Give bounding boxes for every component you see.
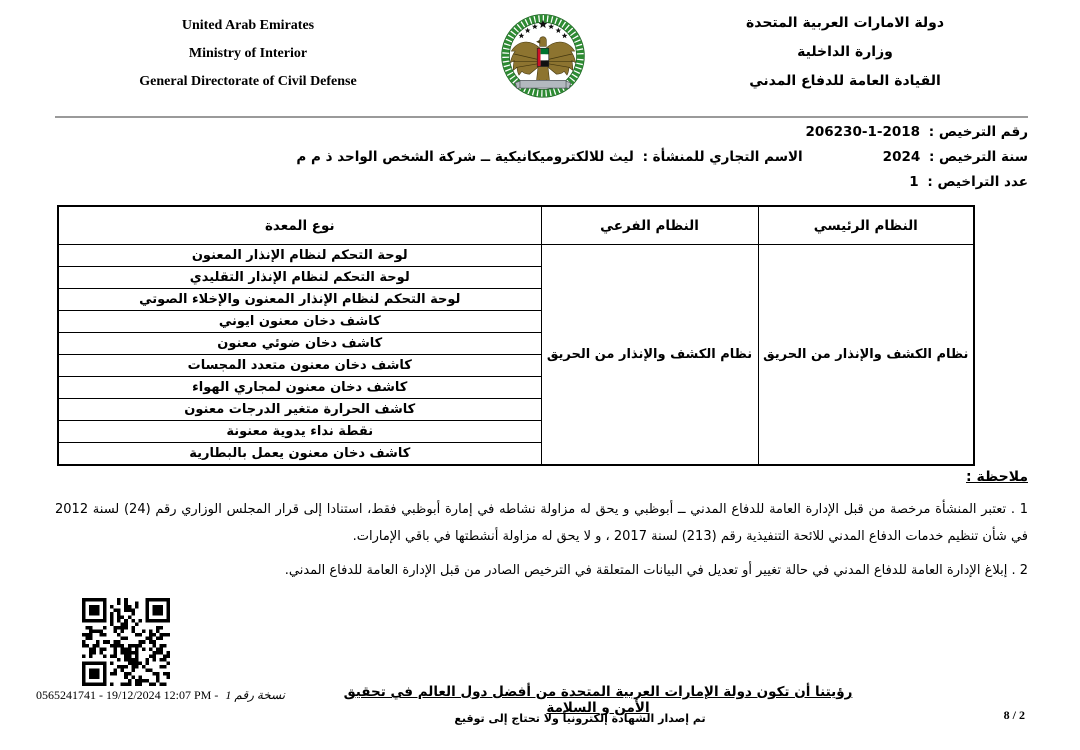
header-divider xyxy=(55,116,1028,118)
header-arabic-line: وزارة الداخلية xyxy=(797,44,893,60)
table-row xyxy=(58,245,974,267)
equipment-cell: كاشف دخان معنون لمجاري الهواء xyxy=(58,377,541,399)
note-item-1: 1 . تعتبر المنشأة مرخصة من قبل الإدارة العامة للدفاع المدني ــ أبوظبي و يحق له مزاولة نشاطه في إمارة أبوظبي فقط، استنادا إلى قرار المجلس الوزاري رقم (24) لسنة 2012 في شأن تنظيم خدمات الدفاع المدني للائحة التنفيذية رقم (213) لسنة 2017 ، و لا يحق له مزاولة أنشطتها في باقي الإمارات. xyxy=(55,502,1028,544)
license-info xyxy=(55,120,1028,195)
equipment-cell: كاشف دخان معنون متعدد المجسات xyxy=(58,355,541,377)
equipment-cell: لوحة التحكم لنظام الإنذار التقليدي xyxy=(58,267,541,289)
license-number-label: رقم الترخيص : xyxy=(928,124,1028,140)
header-equipment-type: نوع المعدة xyxy=(58,206,541,245)
header-english-line: United Arab Emirates xyxy=(181,18,315,33)
equipment-cell: لوحة التحكم لنظام الإنذار المعنون xyxy=(58,245,541,267)
header-arabic-line: دولة الامارات العربية المتحدة xyxy=(745,15,945,31)
qr-code-icon xyxy=(82,598,170,686)
header-main-system: النظام الرئيسي xyxy=(758,206,974,245)
note-item-2: 2 . إبلاغ الإدارة العامة للدفاع المدني في حالة تغيير أو تعديل في البيانات المتعلقة في الترخيص الصادر من قبل الإدارة العامة للدفاع المدني. xyxy=(284,563,1028,578)
electronic-issue-note: تم إصدار الشهادة إلكترونياً ولا تحتاج إلى توقيع xyxy=(454,712,706,725)
equipment-cell: كاشف الحرارة متغير الدرجات معنون xyxy=(58,399,541,421)
header-arabic xyxy=(705,9,985,96)
notes-title: ملاحظة : xyxy=(966,469,1028,485)
license-year xyxy=(879,145,1028,170)
license-year-label: سنة الترخيص : xyxy=(928,149,1028,165)
header-arabic-line: القيادة العامة للدفاع المدني xyxy=(749,73,941,89)
equipment-cell: كاشف دخان ضوئي معنون xyxy=(58,333,541,355)
header-english-line: General Directorate of Civil Defense xyxy=(139,74,357,89)
license-count-value: 1 xyxy=(909,174,919,190)
main-system-cell: نظام الكشف والإنذار من الحريق xyxy=(758,245,974,466)
header-sub-system: النظام الفرعي xyxy=(541,206,758,245)
header-english-line: Ministry of Interior xyxy=(188,46,308,61)
license-year-line xyxy=(55,145,1028,170)
table-header-row xyxy=(58,206,974,245)
license-number-line xyxy=(55,120,1028,145)
sub-system-cell: نظام الكشف والإنذار من الحريق xyxy=(541,245,758,466)
trade-name-value: ليث للالكتروميكانيكية ــ شركة الشخص الواحد ذ م م xyxy=(296,149,634,165)
vision-statement: رؤيتنا أن تكون دولة الإمارات العربية المتحدة من أفضل دول العالم في تحقيق الأمن و السلامة xyxy=(343,684,853,716)
equipment-cell: نقطة نداء يدوية معنونة xyxy=(58,421,541,443)
equipment-cell: كاشف دخان معنون ايوني xyxy=(58,311,541,333)
trade-name-label: الاسم التجاري للمنشأة : xyxy=(642,149,803,165)
stamp-datetime: 0565241741 - 19/12/2024 12:07 PM - xyxy=(36,688,219,702)
license-year-value: 2024 xyxy=(882,149,921,165)
header-english xyxy=(88,12,408,96)
license-count-line xyxy=(55,170,1028,195)
systems-table xyxy=(57,205,975,466)
page-number: 8 / 2 xyxy=(1003,708,1025,722)
qr-code xyxy=(82,598,170,686)
print-stamp xyxy=(36,688,285,703)
stamp-copy-number: نسخة رقم 1 xyxy=(225,688,286,702)
license-number-value: 206230-1-2018 xyxy=(805,124,921,140)
license-count-label: عدد التراخيص : xyxy=(927,174,1028,190)
emblem-icon xyxy=(495,6,591,102)
equipment-cell: لوحة التحكم لنظام الإنذار المعنون والإخلاء الصوتي xyxy=(58,289,541,311)
trade-name xyxy=(292,145,802,170)
equipment-cell: كاشف دخان معنون يعمل بالبطارية xyxy=(58,443,541,466)
uae-civil-defense-emblem-icon xyxy=(495,6,591,102)
